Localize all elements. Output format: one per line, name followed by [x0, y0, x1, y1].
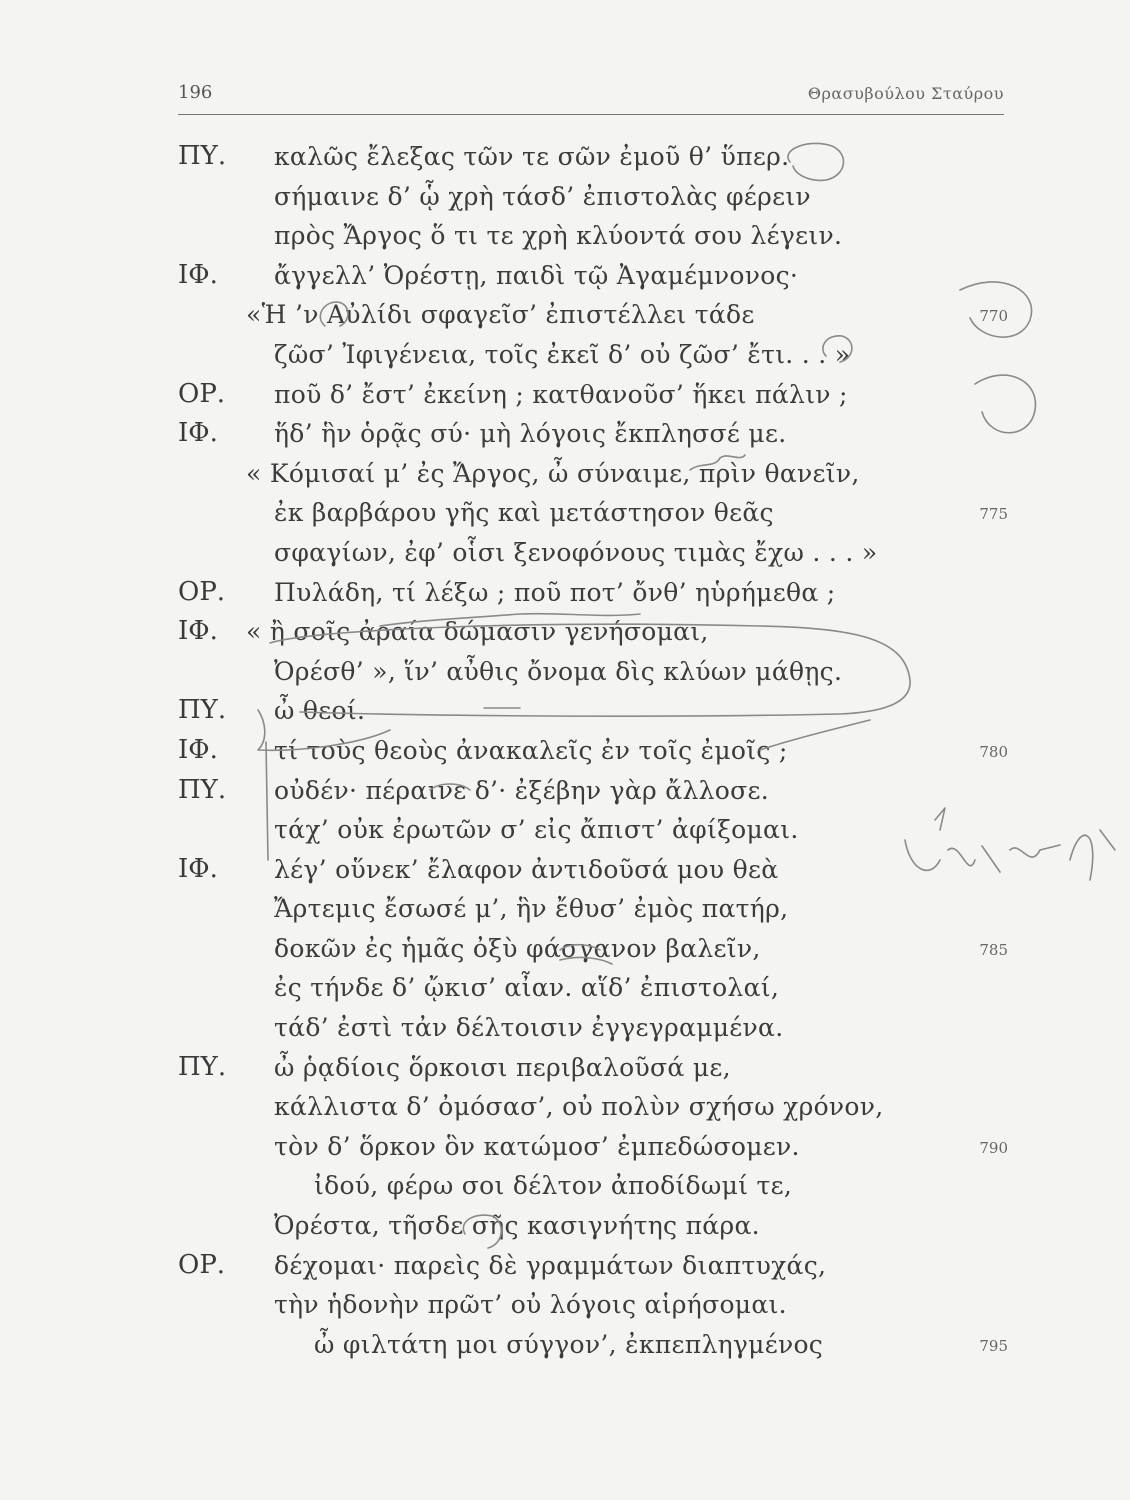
verse-text: τὸν δ’ ὅρκον ὃν κατώμοσ’ ἐμπεδώσομεν.	[274, 1131, 800, 1161]
verse-line	[178, 533, 1008, 573]
speaker-label: ΙΦ.	[178, 418, 218, 449]
verse-line	[178, 1048, 1008, 1088]
verse-line	[178, 968, 1008, 1008]
verse-line	[178, 612, 1008, 652]
verse-text: ποῦ δ’ ἔστ’ ἐκείνη ; κατθανοῦσ’ ἥκει πάλιν ;	[274, 379, 848, 409]
verse-text: ὦ ῥᾳδίοις ὅρκοισι περιβαλοῦσά με,	[274, 1052, 731, 1082]
verse-line	[178, 691, 1008, 731]
verse-line	[178, 889, 1008, 929]
verse-line	[178, 256, 1008, 296]
verse-line	[178, 216, 1008, 256]
verse-text-block	[178, 137, 1008, 1364]
verse-text: « ἢ σοῖς ἀραία δώμασιν γενήσομαι,	[246, 617, 709, 647]
verse-line	[178, 1166, 1008, 1206]
verse-line	[178, 295, 1008, 335]
verse-text: Ἄρτεμις ἔσωσέ μ’, ἣν ἔθυσ’ ἐμὸς πατήρ,	[274, 894, 789, 924]
page-number: 196	[178, 82, 213, 103]
verse-line	[178, 1325, 1008, 1365]
verse-line	[178, 493, 1008, 533]
verse-text: λέγ’ οὕνεκ’ ἔλαφον ἀντιδοῦσά μου θεὰ	[274, 854, 779, 884]
verse-text: κάλλιστα δ’ ὀμόσασ’, οὐ πολὺν σχήσω χρόνον,	[274, 1092, 884, 1122]
verse-line	[178, 1127, 1008, 1167]
verse-text: σφαγίων, ἐφ’ οἷσι ξενοφόνους τιμὰς ἔχω . . . »	[274, 537, 878, 567]
verse-text: δέχομαι· παρεὶς δὲ γραμμάτων διαπτυχάς,	[274, 1250, 827, 1280]
speaker-label: ΠΥ.	[178, 695, 227, 726]
speaker-label: ΠΥ.	[178, 774, 227, 805]
speaker-label: ΟΡ.	[178, 378, 226, 409]
verse-text: ἐς τήνδε δ’ ᾤκισ’ αἶαν. αἵδ’ ἐπιστολαί,	[274, 973, 780, 1003]
verse-line	[178, 1246, 1008, 1286]
speaker-label: ΙΦ.	[178, 259, 218, 290]
verse-line	[178, 1087, 1008, 1127]
verse-line	[178, 177, 1008, 217]
verse-text: τὴν ἡδονὴν πρῶτ’ οὐ λόγοις αἱρήσομαι.	[274, 1290, 787, 1320]
verse-line	[178, 414, 1008, 454]
verse-text: οὐδέν· πέραινε δ’· ἐξέβην γὰρ ἄλλοσε.	[274, 775, 769, 805]
verse-text: ἄγγελλ’ Ὀρέστῃ, παιδὶ τῷ Ἀγαμέμνονος·	[274, 260, 799, 290]
header-rule	[178, 114, 1004, 115]
verse-line	[178, 1285, 1008, 1325]
speaker-label: ΙΦ.	[178, 734, 218, 765]
verse-text: ἐκ βαρβάρου γῆς καὶ μετάστησον θεᾶς	[274, 498, 774, 528]
verse-text: « Κόμισαί μ’ ἐς Ἄργος, ὦ σύναιμε, πρὶν θανεῖν,	[246, 458, 860, 488]
verse-text: τί τοὺς θεοὺς ἀνακαλεῖς ἐν τοῖς ἐμοῖς ;	[274, 735, 788, 765]
verse-text: ζῶσ’ Ἰφιγένεια, τοῖς ἐκεῖ δ’ οὐ ζῶσ’ ἔτι. . . »	[274, 339, 851, 369]
verse-line	[178, 1008, 1008, 1048]
page-header	[178, 82, 1004, 114]
verse-line	[178, 454, 1008, 494]
running-title: Θρασυβούλου Σταύρου	[807, 84, 1004, 103]
line-number: 785	[979, 940, 1008, 959]
verse-text: Ὀρέσθ’ », ἵν’ αὖθις ὄνομα δὶς κλύων μάθῃς.	[274, 656, 843, 686]
verse-text: σήμαινε δ’ ᾧ χρὴ τάσδ’ ἐπιστολὰς φέρειν	[274, 181, 811, 211]
verse-text: «Ἡ ’ν Αὐλίδι σφαγεῖσ’ ἐπιστέλλει τάδε	[246, 300, 755, 330]
line-number: 790	[979, 1138, 1008, 1157]
verse-line	[178, 652, 1008, 692]
verse-text: τάδ’ ἐστὶ τἀν δέλτοισιν ἐγγεγραμμένα.	[274, 1013, 784, 1043]
verse-text: τάχ’ οὐκ ἐρωτῶν σ’ εἰς ἄπιστ’ ἀφίξομαι.	[274, 815, 799, 845]
speaker-label: ΙΦ.	[178, 616, 218, 647]
verse-text: δοκῶν ἐς ἡμᾶς ὀξὺ φάσγανον βαλεῖν,	[274, 933, 761, 963]
line-number: 770	[979, 307, 1008, 326]
verse-line	[178, 375, 1008, 415]
speaker-label: ΠΥ.	[178, 1051, 227, 1082]
verse-text: ἰδού, φέρω σοι δέλτον ἀποδίδωμί τε,	[314, 1171, 793, 1201]
verse-line	[178, 335, 1008, 375]
speaker-label: ΟΡ.	[178, 1249, 226, 1280]
verse-text: Ὀρέστα, τῆσδε σῆς κασιγνήτης πάρα.	[274, 1211, 760, 1241]
verse-line	[178, 850, 1008, 890]
verse-text: πρὸς Ἄργος ὅ τι τε χρὴ κλύοντά σου λέγειν.	[274, 221, 843, 251]
line-number: 775	[979, 505, 1008, 524]
verse-line	[178, 731, 1008, 771]
verse-text: καλῶς ἔλεξας τῶν τε σῶν ἐμοῦ θ’ ὕπερ.	[274, 142, 790, 171]
verse-line	[178, 929, 1008, 969]
verse-text: ὦ θεοί.	[274, 696, 366, 726]
verse-line	[178, 137, 1008, 177]
speaker-label: ΠΥ.	[178, 141, 227, 171]
speaker-label: ΟΡ.	[178, 576, 226, 607]
verse-text: ἥδ’ ἣν ὁρᾷς σύ· μὴ λόγοις ἔκπλησσέ με.	[274, 419, 787, 449]
verse-line	[178, 573, 1008, 613]
line-number: 795	[979, 1336, 1008, 1355]
verse-text: Πυλάδη, τί λέξω ; ποῦ ποτ’ ὄνθ’ ηὑρήμεθα ;	[274, 577, 836, 607]
verse-line	[178, 1206, 1008, 1246]
verse-line	[178, 810, 1008, 850]
verse-text: ὦ φιλτάτη μοι σύγγον’, ἐκπεπληγμένος	[314, 1329, 824, 1359]
verse-line	[178, 771, 1008, 811]
line-number: 780	[979, 742, 1008, 761]
speaker-label: ΙΦ.	[178, 853, 218, 884]
